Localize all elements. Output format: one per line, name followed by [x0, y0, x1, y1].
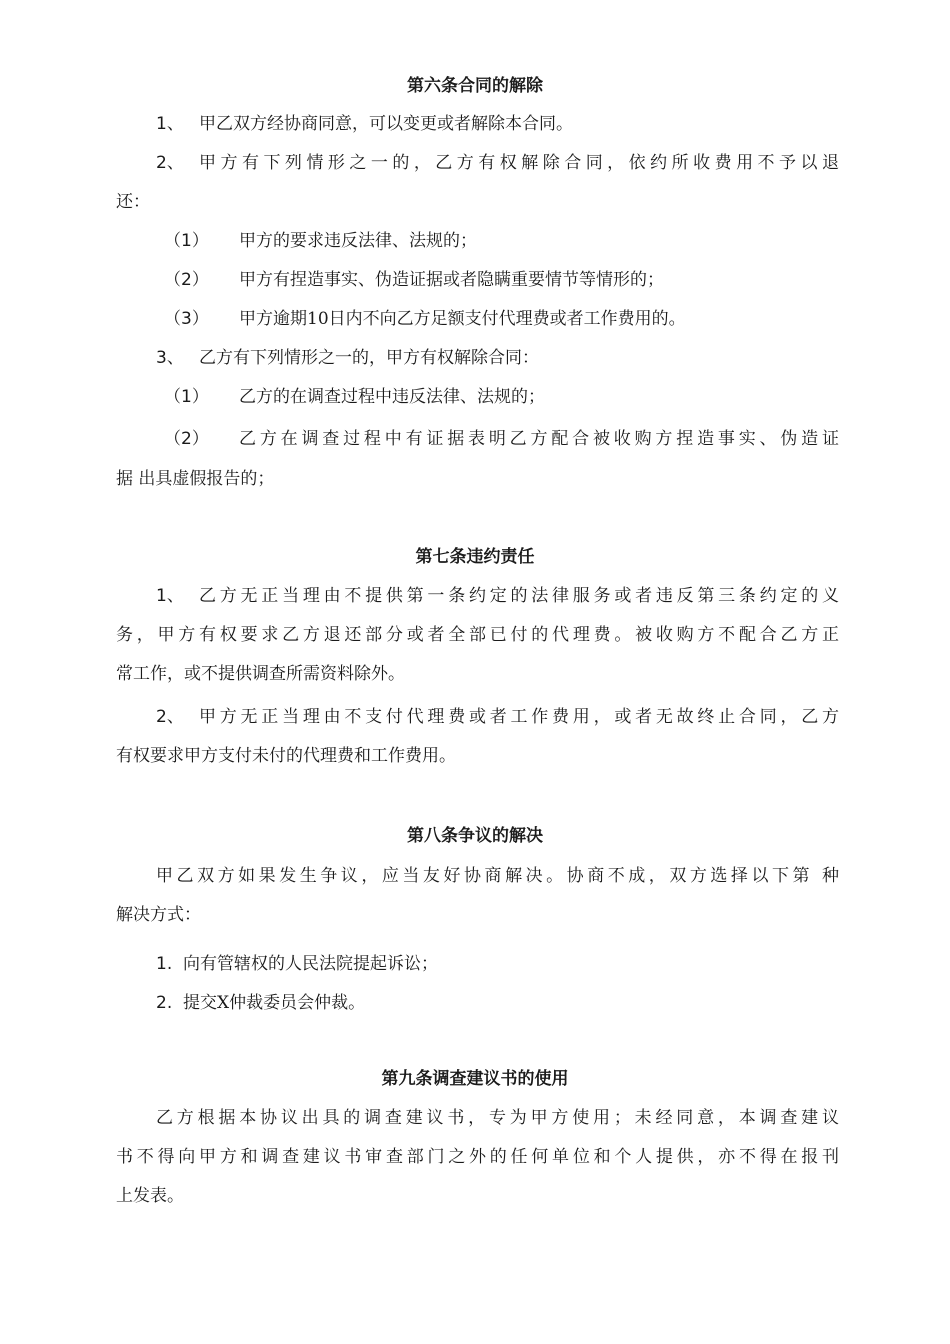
- sub-item-text: 乙方在调查过程中有证据表明乙方配合被收购方捏造事实、伪造证: [239, 429, 839, 449]
- sub-item-number: （2）: [164, 429, 209, 449]
- item-number: 2、: [156, 153, 184, 173]
- item-text-continued: 常工作，或不提供调查所需资料除外。: [116, 664, 405, 684]
- item-number: 1、: [156, 586, 184, 606]
- list-item-text: 向有管辖权的人民法院提起诉讼；: [183, 954, 438, 974]
- item-text: 乙方无正当理由不提供第一条约定的法律服务或者违反第三条约定的义: [199, 586, 839, 606]
- paragraph-text-continued: 解决方式：: [116, 905, 201, 925]
- section-heading-9: 第九条调查建议书的使用: [381, 1069, 569, 1089]
- item-text: 甲方无正当理由不支付代理费或者工作费用，或者无故终止合同，乙方: [199, 707, 839, 727]
- sub-item-text: 甲方的要求违反法律、法规的；: [239, 231, 477, 251]
- item-text-continued: 还：: [116, 192, 150, 212]
- paragraph-text-continued: 上发表。: [116, 1186, 184, 1206]
- list-number: 2.: [156, 993, 173, 1013]
- sub-item-text: 甲方逾期10日内不向乙方足额支付代理费或者工作费用的。: [239, 309, 686, 329]
- paragraph-text: 乙方根据本协议出具的调查建议书，专为甲方使用；未经同意，本调查建议: [156, 1108, 839, 1128]
- paragraph-text-continued: 书不得向甲方和调查建议书审查部门之外的任何单位和个人提供，亦不得在报刊: [116, 1147, 839, 1167]
- sub-item-text-continued: 据 出具虚假报告的；: [116, 469, 275, 489]
- sub-item-number: （2）: [164, 270, 209, 290]
- sub-item-text: 乙方的在调查过程中违反法律、法规的；: [239, 387, 545, 407]
- sub-item-text: 甲方有捏造事实、伪造证据或者隐瞒重要情节等情形的；: [239, 270, 664, 290]
- item-number: 2、: [156, 707, 184, 727]
- section-heading-7: 第七条违约责任: [415, 547, 535, 567]
- item-text-continued: 务，甲方有权要求乙方退还部分或者全部已付的代理费。被收购方不配合乙方正: [116, 625, 839, 645]
- item-text: 甲乙双方经协商同意，可以变更或者解除本合同。: [199, 114, 573, 134]
- item-text: 乙方有下列情形之一的，甲方有权解除合同：: [199, 348, 539, 368]
- sub-item-number: （1）: [164, 231, 209, 251]
- item-text-continued: 有权要求甲方支付未付的代理费和工作费用。: [116, 746, 456, 766]
- sub-item-number: （1）: [164, 387, 209, 407]
- list-item-text: 提交X仲裁委员会仲裁。: [183, 993, 366, 1013]
- list-number: 1.: [156, 954, 173, 974]
- sub-item-number: （3）: [164, 309, 209, 329]
- item-number: 1、: [156, 114, 184, 134]
- paragraph-text: 甲乙双方如果发生争议，应当友好协商解决。协商不成，双方选择以下第 种: [156, 866, 839, 886]
- item-text: 甲方有下列情形之一的，乙方有权解除合同，依约所收费用不予以退: [199, 153, 839, 173]
- section-heading-6: 第六条合同的解除: [407, 76, 543, 96]
- item-number: 3、: [156, 348, 184, 368]
- section-heading-8: 第八条争议的解决: [407, 826, 543, 846]
